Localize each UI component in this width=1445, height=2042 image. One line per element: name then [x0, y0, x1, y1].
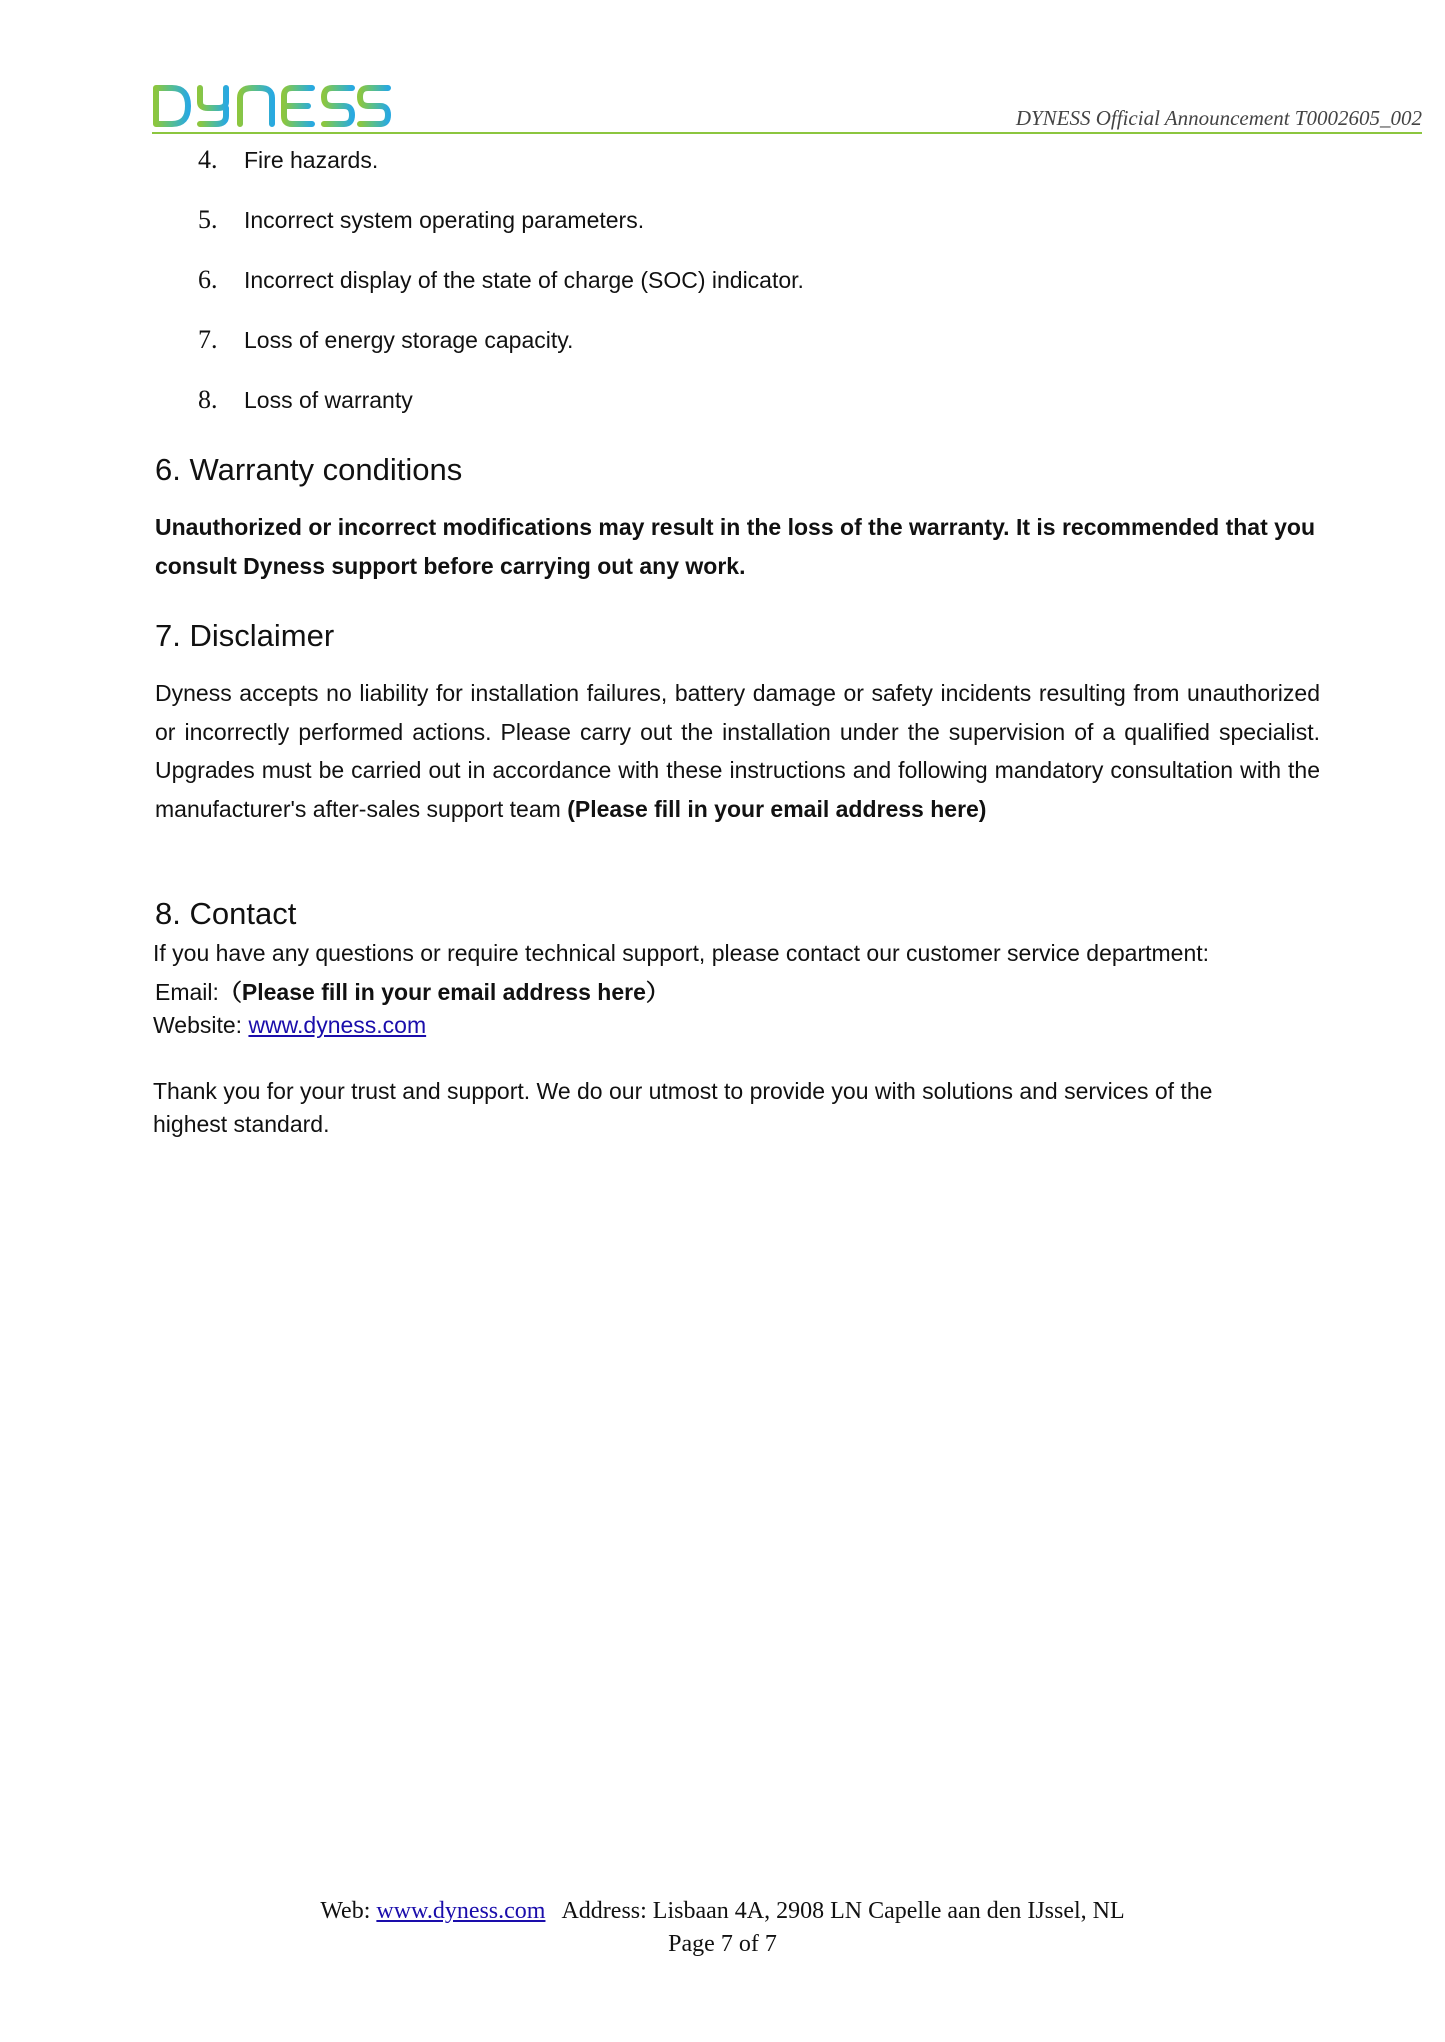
- list-text: Loss of energy storage capacity.: [244, 327, 574, 353]
- list-item: [198, 325, 804, 385]
- list-text: Incorrect system operating parameters.: [244, 207, 645, 233]
- website-link[interactable]: www.dyness.com: [248, 1012, 427, 1038]
- list-item: [198, 265, 804, 325]
- disclaimer-text: [155, 674, 1320, 828]
- website-label: Website:: [153, 1012, 249, 1038]
- list-item: [198, 205, 804, 265]
- consequences-list: [198, 145, 804, 445]
- list-text: Loss of warranty: [244, 387, 413, 413]
- list-item: [198, 385, 804, 445]
- footer-address: Address: Lisbaan 4A, 2908 LN Capelle aan den IJssel, NL: [561, 1898, 1125, 1924]
- list-number: 8.: [198, 385, 218, 414]
- footer-web-link[interactable]: www.dyness.com: [376, 1898, 546, 1924]
- list-item: [198, 145, 804, 205]
- list-number: 4.: [198, 145, 218, 174]
- footer-page-number: Page 7 of 7: [668, 1931, 777, 1957]
- list-number: 6.: [198, 265, 218, 294]
- thanks-line-2: highest standard.: [153, 1111, 330, 1137]
- document-title: DYNESS Official Announcement T0002605_002: [1015, 106, 1422, 130]
- contact-website: [153, 1012, 426, 1039]
- disclaimer-email-placeholder: (Please fill in your email address here): [567, 795, 987, 822]
- disclaimer-body: Dyness accepts no liability for installation failures, battery damage or safety incidents resulting from unauthorized or incorrectly performed actions. Please carry out the installation under the supervision of a qualified specialist. Upgrades must be carried out in accordance with these instructions and following mandatory consultation with the manufacturer's after-sales support team: [155, 680, 1320, 822]
- contact-heading: 8. Contact: [155, 896, 297, 931]
- list-text: Incorrect display of the state of charge (SOC) indicator.: [244, 267, 804, 293]
- disclaimer-heading: 7. Disclaimer: [155, 618, 335, 653]
- thanks-line-1: Thank you for your trust and support. We do our utmost to provide you with solutions and services of the: [153, 1078, 1213, 1104]
- email-label: Email:: [155, 979, 219, 1005]
- contact-email: [155, 974, 669, 1007]
- list-number: 5.: [198, 205, 218, 234]
- contact-intro: If you have any questions or require technical support, please contact our customer service department:: [153, 940, 1210, 966]
- page-header: [152, 84, 1422, 134]
- dyness-logo: [152, 84, 392, 128]
- footer-address-line: [0, 1898, 1445, 1925]
- list-text: Fire hazards.: [244, 147, 379, 173]
- email-value: （Please fill in your email address here）: [218, 979, 669, 1005]
- warranty-text: Unauthorized or incorrect modifications may result in the loss of the warranty. It is recommended that you consult Dyness support before carrying out any work.: [155, 514, 1316, 579]
- footer-web-label: Web:: [320, 1898, 377, 1924]
- warranty-heading: 6. Warranty conditions: [155, 452, 463, 487]
- header-divider: [152, 132, 1422, 134]
- list-number: 7.: [198, 325, 218, 354]
